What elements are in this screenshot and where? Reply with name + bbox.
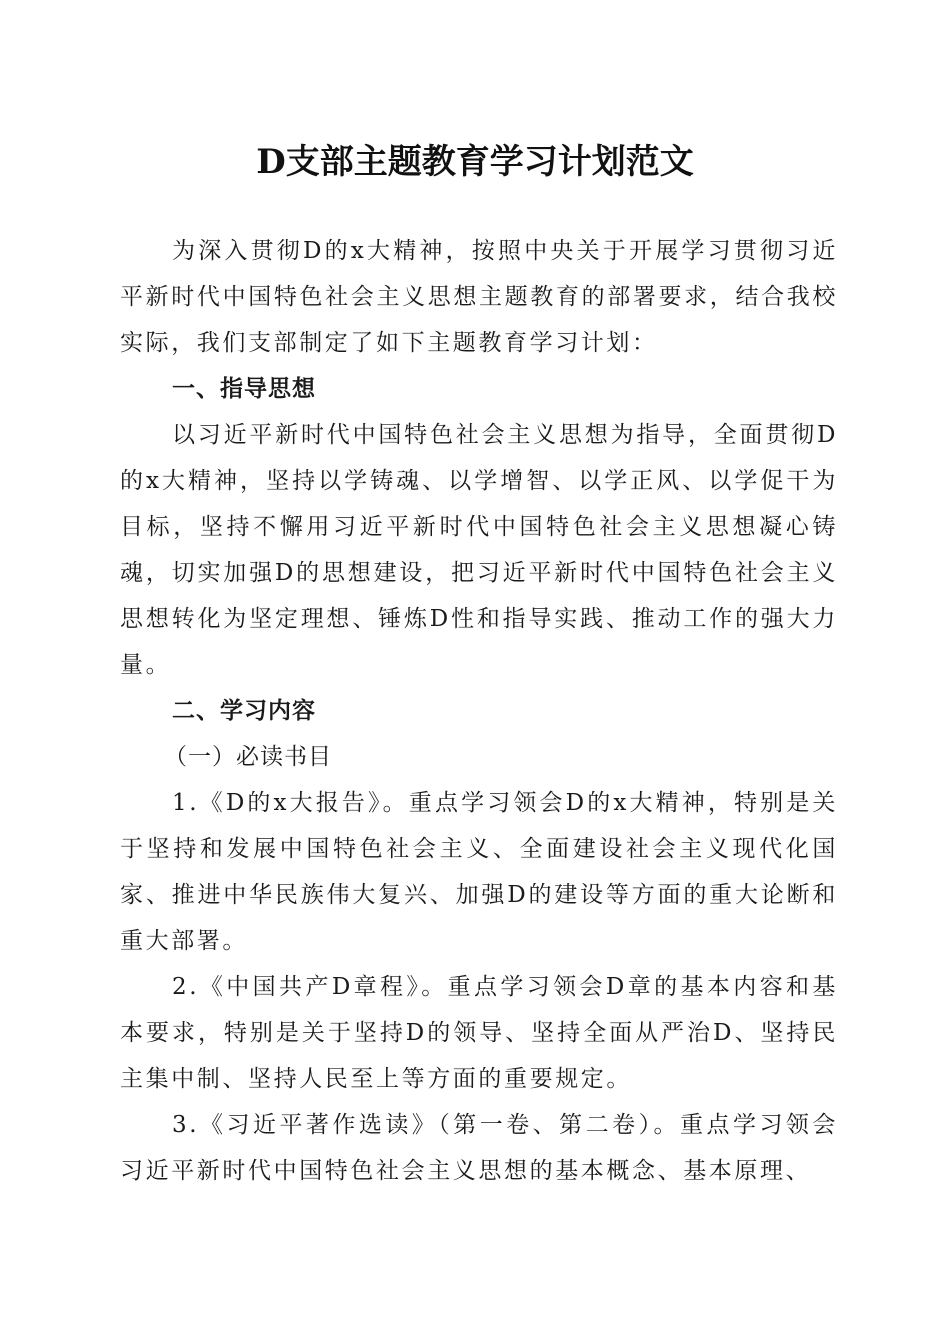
document-body [120, 228, 838, 1194]
section-heading-guiding-ideology: 一、指导思想 [172, 376, 316, 402]
reading-item-3: 3.《习近平著作选读》（第一卷、第二卷）。重点学习领会习近平新时代中国特色社会主义思想的基本概念、基本原理、 [120, 1112, 838, 1184]
subsection-heading-required-reading: （一）必读书目 [164, 744, 332, 770]
reading-item-2: 2.《中国共产D章程》。重点学习领会D章的基本内容和基本要求，特别是关于坚持D的领导、坚持全面从严治D、坚持民主集中制、坚持人民至上等方面的重要规定。 [120, 974, 838, 1092]
section-heading-study-content: 二、学习内容 [172, 698, 316, 724]
reading-item-1: 1.《D的x大报告》。重点学习领会D的x大精神，特别是关于坚持和发展中国特色社会主义、全面建设社会主义现代化国家、推进中华民族伟大复兴、加强D的建设等方面的重大论断和重大部署。 [120, 790, 838, 954]
intro-paragraph: 为深入贯彻D的x大精神，按照中央关于开展学习贯彻习近平新时代中国特色社会主义思想主题教育的部署要求，结合我校实际，我们支部制定了如下主题教育学习计划： [120, 238, 838, 356]
guiding-ideology-paragraph: 以习近平新时代中国特色社会主义思想为指导，全面贯彻D的x大精神，坚持以学铸魂、以学增智、以学正风、以学促干为目标，坚持不懈用习近平新时代中国特色社会主义思想凝心铸魂，切实加强D的思想建设，把习近平新时代中国特色社会主义思想转化为坚定理想、锤炼D性和指导实践、推动工作的强大力量。 [120, 422, 838, 678]
document-title: D支部主题教育学习计划范文 [256, 142, 694, 182]
